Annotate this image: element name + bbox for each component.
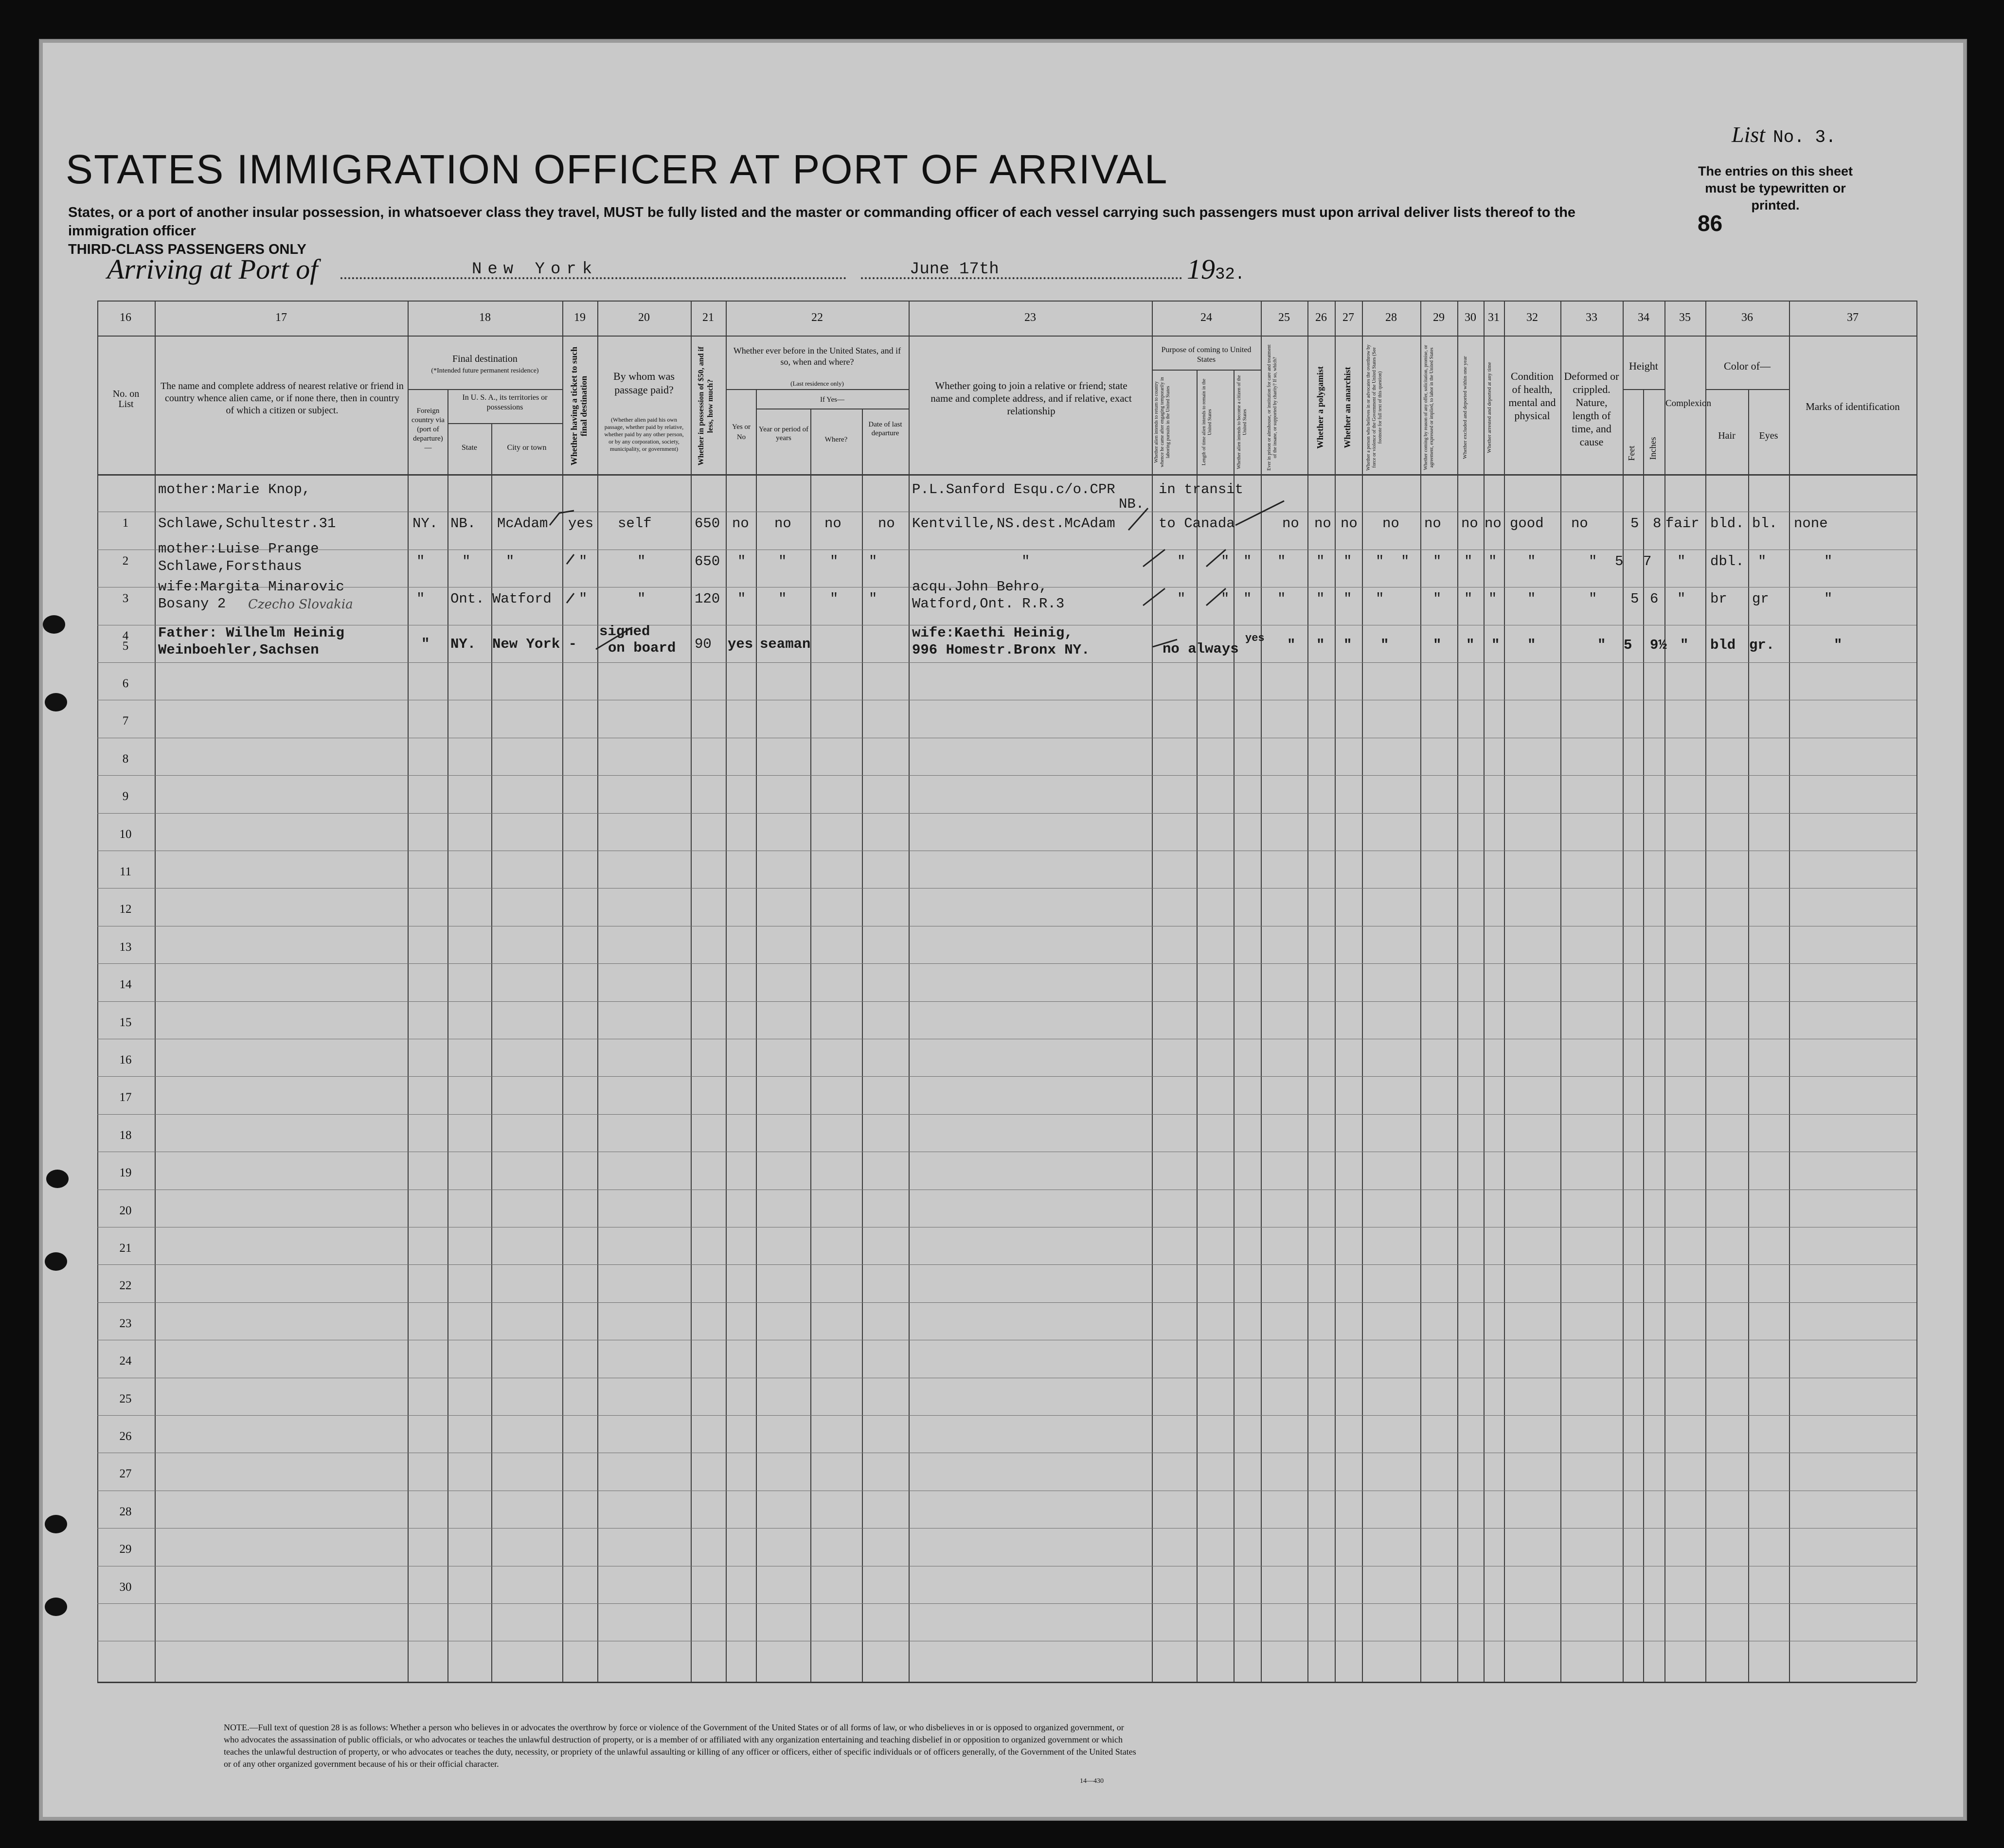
header-city: City or town: [507, 444, 547, 452]
row1-feet: 5: [1630, 515, 1639, 532]
row3-ditto-paid: ": [637, 591, 646, 607]
column-number: 28: [1385, 311, 1397, 324]
row-number: 27: [119, 1467, 132, 1480]
row2-ditto-anarchist: ": [1343, 553, 1352, 569]
row4-ditto-q30: ": [1466, 637, 1475, 653]
header-q28: Whether a person who believes in or advocates the overthrow by force or violence of the Government of the United States (See footnote for full text of this question): [1366, 344, 1383, 471]
row-rule: [97, 1001, 1916, 1002]
row4-paid-line2: on board: [608, 640, 676, 656]
row3-ditto-q31: ": [1488, 591, 1497, 607]
list-label: List: [1732, 122, 1766, 147]
column-number: 32: [1526, 311, 1538, 324]
row-rule: [97, 1076, 1916, 1077]
column-number: 22: [811, 311, 823, 324]
header-final-destination-note: (*Intended future permanent residence): [431, 367, 539, 374]
punch-hole: [45, 693, 67, 711]
header-date-departure: Date of last departure: [868, 421, 902, 437]
row3-state: Ont.: [450, 591, 484, 607]
row-number: 3: [122, 592, 129, 605]
check-marks: [0, 0, 2004, 681]
row3-ditto-purpose-b: ": [1221, 591, 1230, 607]
row-number: 4: [122, 629, 129, 642]
row3-city: Watford: [492, 591, 552, 607]
row4-ditto-q31: ": [1491, 637, 1500, 653]
row-number: 22: [119, 1279, 132, 1292]
row2-ditto-years: ": [778, 553, 787, 569]
row4-ditto-marks: ": [1834, 637, 1843, 653]
check-mark: [550, 511, 574, 525]
column-number: 17: [275, 311, 287, 324]
check-mark: [1235, 501, 1284, 525]
row3-relative-handwritten: Czecho Slovakia: [248, 597, 353, 612]
header-polygamist: Whether a polygamist: [1315, 366, 1325, 449]
header-inches: Inches: [1648, 437, 1658, 460]
row-number: 2: [122, 554, 129, 568]
row1-deformed: no: [1571, 515, 1588, 532]
row3-ditto-q28: ": [1376, 591, 1384, 607]
row4-paid-line1: signed: [599, 623, 650, 640]
row3-eyes: gr: [1752, 591, 1769, 607]
row4-years: seaman: [760, 636, 811, 652]
row-number: 8: [122, 752, 129, 765]
row2-ditto-paid: ": [637, 553, 646, 569]
row-number: 24: [119, 1354, 132, 1368]
row2-ditto-q29: ": [1433, 553, 1442, 569]
row2-ditto-city: ": [506, 553, 515, 569]
column-number: 25: [1278, 311, 1290, 324]
header-passage-paid: By whom was passage paid?: [613, 370, 675, 396]
row-rule: [97, 1264, 1916, 1265]
row4-yes-no: yes: [728, 636, 753, 652]
header-anarchist: Whether an anarchist: [1342, 367, 1352, 448]
header-relative-abroad: The name and complete address of nearest relative or friend in country whence alien came, or if none there, then in country of which a citizen or subject.: [161, 381, 404, 416]
header-marks: Marks of identification: [1806, 401, 1900, 412]
row4-ditto-q28: ": [1380, 637, 1389, 653]
row2-relative-line1: mother:Luise Prange: [158, 541, 319, 557]
row2-ditto-yn: ": [737, 553, 746, 569]
row1-condition: good: [1510, 515, 1544, 532]
row-number: 18: [119, 1129, 132, 1142]
header-passage-note: (Whether alien paid his own passage, whether paid by relative, whether paid by any other person, or by any corporation, society, municipality, or government): [604, 416, 684, 452]
row-number: 6: [122, 677, 129, 690]
column-number: 20: [638, 311, 650, 324]
row3-ditto-q30: ": [1464, 591, 1473, 607]
row4-ditto-deformed: ": [1597, 637, 1606, 653]
column-number: 24: [1200, 311, 1212, 324]
row3-hair: br: [1710, 591, 1727, 607]
row3-ditto-deformed: ": [1589, 591, 1597, 607]
row-rule: [97, 1603, 1916, 1604]
header-q30: Whether excluded and deported within one year: [1462, 356, 1468, 459]
row-rule: [97, 813, 1916, 814]
row-number: 29: [119, 1543, 132, 1556]
row-number: 7: [122, 714, 129, 728]
check-mark: [567, 554, 574, 564]
row3-ditto-foreign: ": [416, 591, 425, 607]
header-prison: Ever in prison or almshouse, or institution for care and treatment of the insane, or supported by charity? If so, which?: [1267, 344, 1278, 471]
row2-ditto-purpose-b: ": [1221, 553, 1230, 569]
row3-ditto-departure: ": [869, 591, 877, 607]
row3-feet: 5: [1630, 591, 1639, 607]
header-where: Where?: [824, 436, 848, 444]
punch-hole: [45, 1598, 67, 1616]
row3-relative-line2: Bosany 2: [158, 596, 226, 612]
column-number: 37: [1847, 311, 1859, 324]
row1-q31: no: [1485, 515, 1502, 532]
table-bottom-line: [97, 1682, 1916, 1683]
punch-hole: [43, 615, 65, 634]
row1-purpose-line2: to Canada: [1159, 515, 1235, 532]
row2-ditto-join: ": [1021, 553, 1030, 569]
year-prefix: 19: [1187, 253, 1215, 285]
row2-feet: 5: [1615, 553, 1624, 569]
row4-inches: 9½: [1650, 637, 1667, 653]
punch-hole: [45, 1515, 67, 1533]
row2-ditto-where: ": [830, 553, 839, 569]
header-deformed: Deformed or crippled. Nature, length of time, and cause: [1564, 370, 1619, 448]
row1-anarchist: no: [1341, 515, 1358, 532]
column-number: 34: [1638, 311, 1649, 324]
row2-ditto-complexion: ": [1677, 553, 1686, 569]
row2-ditto-purpose: ": [1177, 553, 1186, 569]
row3-ditto-purpose-c: ": [1243, 591, 1252, 607]
header-in-usa: In U. S. A., its territories or possessions: [462, 393, 548, 411]
row-rule: [97, 1302, 1916, 1303]
arrival-date: June 17th: [910, 260, 999, 279]
row1-prison: no: [1282, 515, 1299, 532]
row1-inches: 8: [1653, 515, 1662, 532]
row-number: 30: [119, 1581, 132, 1594]
form-code: 14—430: [1080, 1777, 1104, 1785]
row4-join-line2: 996 Homestr.Bronx NY.: [912, 642, 1090, 658]
punch-hole: [45, 1252, 67, 1271]
row2-ditto-prison: ": [1277, 553, 1286, 569]
row-number: 11: [119, 865, 132, 878]
row1-money: 650: [695, 515, 720, 532]
header-purpose: Purpose of coming to United States: [1161, 346, 1252, 364]
row1-join-line2: Kentville,NS.dest.McAdam: [912, 515, 1115, 532]
row1-city: McAdam: [497, 515, 548, 532]
row4-ditto-condition: ": [1527, 637, 1536, 653]
row1-ticket: yes: [568, 515, 594, 532]
row1-yes-no: no: [732, 515, 749, 532]
row-number: 21: [119, 1242, 132, 1255]
row1-where: no: [824, 515, 841, 532]
row3-ditto-polygamist: ": [1316, 591, 1325, 607]
row-number: 9: [122, 790, 129, 803]
header-ticket: Whether having a ticket to such final destination: [569, 346, 589, 466]
row3-ditto-where: ": [830, 591, 839, 607]
row1-q29: no: [1424, 515, 1441, 532]
row-rule: [97, 1114, 1916, 1115]
row4-feet: 5: [1624, 637, 1632, 653]
header-yes-or-no: Yes or No: [732, 423, 751, 441]
row2-ditto-foreign: ": [416, 553, 425, 569]
row4-ditto-prison: ": [1287, 637, 1296, 653]
row-number: 28: [119, 1505, 132, 1518]
row1-eyes: bl.: [1752, 515, 1778, 532]
header-joining: Whether going to join a relative or friend; state name and complete address, and if relative, exact relationship: [930, 380, 1132, 417]
row2-ditto-departure: ": [869, 553, 877, 569]
row2-money: 650: [695, 553, 720, 569]
check-mark: [1153, 640, 1177, 647]
row4-purpose-yes: yes: [1245, 632, 1265, 644]
row2-inches: 7: [1643, 553, 1652, 569]
row3-join-line2: Watford,Ont. R.R.3: [912, 596, 1065, 612]
row1-q30: no: [1461, 515, 1478, 532]
year-suffix: 32.: [1215, 266, 1245, 284]
row2-ditto-marks: ": [1824, 553, 1833, 569]
header-color-of: Color of—: [1724, 360, 1771, 372]
arriving-label: Arriving at Port of: [107, 253, 318, 285]
row3-ditto-years: ": [778, 591, 787, 607]
row2-ditto-purpose-c: ": [1243, 553, 1252, 569]
row4-ditto-polygamist: ": [1316, 637, 1325, 653]
header-hair: Hair: [1718, 430, 1736, 441]
row2-ditto-condition: ": [1527, 553, 1536, 569]
header-purpose-a: Whether alien intends to return to country whence he came after engaging temporarily in laboring pursuits in the United States: [1154, 377, 1171, 467]
header-no-on-list: No. on List: [112, 389, 140, 409]
check-mark: [1206, 550, 1226, 567]
row1-join-line1b: NB.: [1119, 496, 1145, 512]
row-number: 26: [119, 1430, 132, 1443]
row-number: 1: [122, 516, 129, 530]
row2-ditto-eyes: ": [1758, 553, 1767, 569]
row3-ditto-q29: ": [1433, 591, 1442, 607]
header-final-destination: Final destination: [452, 354, 518, 364]
row-number: 25: [119, 1392, 132, 1405]
row-rule: [97, 963, 1916, 964]
row2-ditto-polygamist: ": [1316, 553, 1325, 569]
row4-join-line1: wife:Kaethi Heinig,: [912, 625, 1073, 641]
row-number: 23: [119, 1317, 132, 1330]
row4-money: 90: [695, 636, 712, 652]
row1-hair: bld.: [1710, 515, 1744, 532]
typewritten-note: The entries on this sheet must be typewritten or printed.: [1698, 164, 1853, 213]
row2-ditto-q28: ": [1376, 553, 1384, 569]
row-number: 16: [119, 1053, 132, 1066]
row4-purpose: no always: [1163, 641, 1239, 657]
check-mark: [1143, 588, 1165, 605]
row3-ditto-marks: ": [1824, 591, 1833, 607]
header-q31: Whether arrested and deported at any time: [1486, 362, 1492, 453]
header-if-yes: If Yes—: [820, 396, 844, 404]
row1-departure: no: [878, 515, 895, 532]
row3-ditto-purpose: ": [1177, 591, 1186, 607]
row-number: 12: [119, 903, 132, 916]
header-money: Whether in possession of $50, and if less, how much?: [697, 346, 715, 466]
row4-hair: bld: [1710, 637, 1736, 653]
check-mark: [1128, 508, 1148, 530]
column-number: 21: [702, 311, 714, 324]
row-number: 17: [119, 1091, 132, 1104]
column-number: 33: [1586, 311, 1597, 324]
list-number-value: No. 3.: [1773, 127, 1836, 147]
row4-ditto-foreign: ": [421, 636, 430, 652]
column-number: 18: [479, 311, 491, 324]
row2-ditto-state: ": [462, 553, 471, 569]
row3-ditto-prison: ": [1277, 591, 1286, 607]
header-purpose-b: Length of time alien intends to remain in the United States: [1201, 378, 1213, 466]
row1-q28: no: [1382, 515, 1399, 532]
column-number: 29: [1433, 311, 1445, 324]
instructions-line-2: THIRD-CLASS PASSENGERS ONLY: [68, 242, 306, 257]
header-last-residence: (Last residence only): [790, 380, 844, 387]
header-height: Height: [1629, 360, 1658, 372]
footnote: NOTE.—Full text of question 28 is as follows: Whether a person who believes in or advocates the overthrow by force or violence of the Government of the United States or of all forms of law, or who disbelieves in or is opposed to organized government, or who advocates the assassination of public officials, or who advocates or teaches the unlawful destruction of property, or is a member of or affiliated with any organization entertaining and teaching disbelief in or opposition to organized government or which teaches the unlawful destruction of property, or who advocates or teaches the duty, necessity, or propriety of the unlawful assaulting or killing of any officer or officers, either of specific individuals or of officers generally, of the Government of the United States or of any other organized government because of his or their official character.: [224, 1723, 1136, 1769]
page-number: 86: [1698, 211, 1723, 236]
check-mark: [596, 627, 632, 649]
instructions-line-1: States, or a port of another insular possession, in whatsoever class they travel, MUST be fully listed and the master or commanding officer of each vessel carrying such passengers must upon arrival deliver lists thereof to the immigration officer: [68, 205, 1576, 239]
row3-inches: 6: [1650, 591, 1659, 607]
row1-relative-line2: Schlawe,Schultestr.31: [158, 515, 336, 532]
header-complexion: Complexion: [1665, 398, 1711, 409]
row1-foreign: NY.: [412, 515, 438, 532]
header-feet: Feet: [1627, 445, 1636, 461]
row-rule: [97, 775, 1916, 776]
row1-polygamist: no: [1314, 515, 1331, 532]
row3-ditto-yn: ": [737, 591, 746, 607]
row2-relative-line2: Schlawe,Forsthaus: [158, 558, 302, 574]
column-number: 26: [1315, 311, 1327, 324]
row-number: 14: [119, 978, 132, 991]
row1-marks: none: [1794, 515, 1828, 532]
row2-ditto-ticket: ": [579, 553, 588, 569]
header-before-in-us: Whether ever before in the United States, and if so, when and where?: [733, 346, 901, 367]
row4-ditto-anarchist: ": [1343, 637, 1352, 653]
row-number: 20: [119, 1204, 132, 1217]
column-number: 30: [1465, 311, 1476, 324]
row-number: 15: [119, 1016, 132, 1029]
column-number: 36: [1741, 311, 1753, 324]
header-condition: Condition of health, mental and physical: [1508, 370, 1556, 422]
row1-years: no: [774, 515, 791, 532]
row4-eyes: gr.: [1749, 637, 1775, 653]
header-eyes: Eyes: [1759, 430, 1778, 441]
row2-ditto-deformed: ": [1589, 553, 1597, 569]
header-state: State: [462, 444, 477, 452]
row-number: 19: [119, 1166, 132, 1179]
check-mark: [1206, 588, 1226, 605]
row2-ditto-q30: ": [1464, 553, 1473, 569]
row4-city: New York -: [492, 636, 577, 652]
column-number: 19: [574, 311, 586, 324]
row2-hair: dbl.: [1710, 553, 1744, 569]
row2-ditto-q31: ": [1488, 553, 1497, 569]
header-foreign-country: Foreign country via (port of departure)—: [412, 407, 445, 452]
form-title: STATES IMMIGRATION OFFICER AT PORT OF ARRIVAL: [66, 146, 1168, 192]
column-number: 27: [1342, 311, 1354, 324]
row4-ditto-complexion: ": [1680, 637, 1689, 653]
header-year-period: Year or period of years: [758, 426, 809, 442]
row3-ditto-condition: ": [1527, 591, 1536, 607]
row1-paid: self: [618, 515, 652, 532]
header-purpose-c: Whether alien intends to become a citizen of the United States: [1236, 375, 1248, 469]
row3-ditto-complexion: ": [1677, 591, 1686, 607]
check-mark: [567, 593, 574, 603]
row3-ditto-ticket: ": [579, 591, 588, 607]
column-number: 31: [1488, 311, 1500, 324]
row-number: 13: [119, 941, 132, 954]
column-number: 35: [1679, 311, 1691, 324]
check-mark: [1143, 550, 1165, 567]
row4-relative-line1: Father: Wilhelm Heinig: [158, 625, 344, 641]
row4-ditto-q29: ": [1433, 637, 1442, 653]
row3-join-line1: acqu.John Behro,: [912, 579, 1048, 595]
row1-state: NB.: [450, 515, 476, 532]
row-number: 10: [119, 828, 132, 841]
row2-ditto-q28b: ": [1401, 553, 1410, 569]
row1-complexion: fair: [1665, 515, 1700, 532]
row3-money: 120: [695, 591, 720, 607]
row1-relative-line1: mother:Marie Knop,: [158, 481, 311, 498]
row-rule: [97, 1415, 1916, 1416]
row3-relative-line1: wife:Margita Minarovic: [158, 579, 344, 595]
row-number: 5: [122, 640, 129, 653]
row3-ditto-anarchist: ": [1343, 591, 1352, 607]
row1-join-line1: P.L.Sanford Esqu.c/o.CPR: [912, 481, 1115, 498]
header-q29: Whether coming by reason of any offer, solicitation, promise, or agreement, expressed or implied, to labor in the United States: [1423, 345, 1434, 470]
column-number: 16: [120, 311, 131, 324]
column-number: 23: [1024, 311, 1036, 324]
row4-state: NY.: [450, 636, 476, 652]
punch-hole: [46, 1170, 69, 1188]
port-name: New York: [472, 260, 598, 279]
row1-purpose-line1: in transit: [1159, 481, 1244, 498]
row4-relative-line2: Weinboehler,Sachsen: [158, 642, 319, 658]
